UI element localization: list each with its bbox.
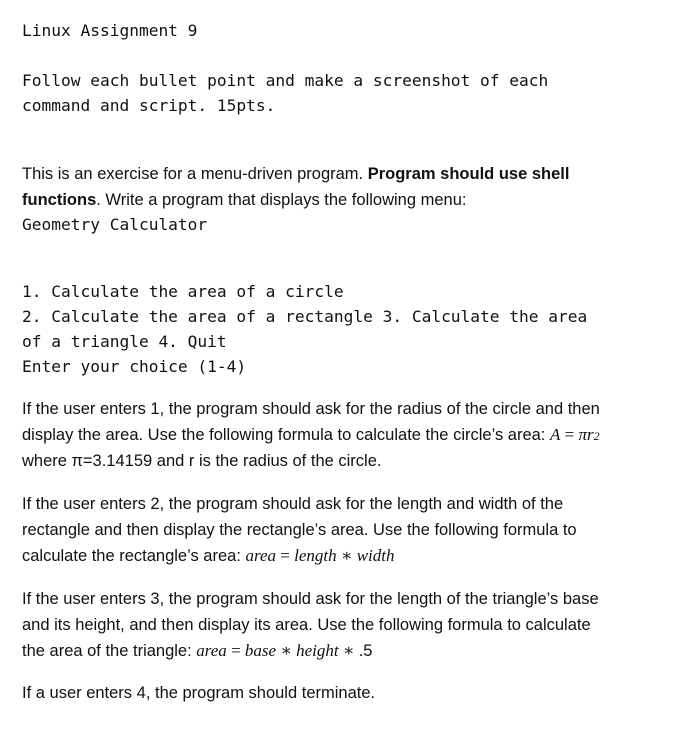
option1-line-1: If the user enters 1, the program should ask for the radius of the circle and then [22, 400, 600, 418]
tri-formula-multiply-1: ∗ [276, 641, 297, 660]
menu-line-2: 2. Calculate the area of a rectangle 3. Calculate the area [22, 307, 588, 326]
tri-formula-height: height [296, 641, 339, 660]
intro-bold-text: Program should use shell functions [22, 165, 570, 209]
intro-paragraph [22, 161, 642, 213]
tri-formula-area: area [196, 641, 227, 660]
instruction-line-1: Follow each bullet point and make a screenshot of each [22, 71, 549, 90]
rect-formula-length: length [294, 546, 337, 565]
option3-line-3-text: the area of the triangle: [22, 642, 197, 660]
tri-formula-multiply-2: ∗ [338, 641, 359, 660]
rect-formula-multiply: ∗ [336, 546, 357, 565]
intro-text-1: This is an exercise for a menu-driven program. [22, 165, 368, 183]
circle-formula-lhs: A [549, 425, 561, 444]
option2-line-1: If the user enters 2, the program should ask for the length and width of the [22, 495, 564, 513]
option2-line-2: rectangle and then display the rectangle’s area. Use the following formula to [22, 521, 577, 539]
rect-formula-width: width [356, 546, 395, 565]
option4-text: If a user enters 4, the program should terminate. [22, 684, 376, 702]
rect-formula-eq: = [276, 546, 295, 565]
circle-formula-rhs: πr [578, 425, 594, 444]
option2-line-3-text: calculate the rectangle’s area: [22, 547, 246, 565]
assignment-title: Linux Assignment 9 [22, 21, 198, 40]
menu-title: Geometry Calculator [22, 215, 208, 234]
instruction-line-2: command and script. 15pts. [22, 96, 276, 115]
option1-line-3: where π=3.14159 and r is the radius of the circle. [22, 452, 382, 470]
intro-text-2: . Write a program that displays the following menu: [96, 191, 467, 209]
tri-formula-base: base [244, 641, 277, 660]
option2-line-3 [22, 543, 394, 569]
option3-line-1: If the user enters 3, the program should ask for the length of the triangle’s base [22, 590, 599, 608]
rect-formula-area: area [245, 546, 277, 565]
menu-line-1: 1. Calculate the area of a circle [22, 282, 344, 301]
circle-formula-eq: = [560, 425, 579, 444]
menu-prompt: Enter your choice (1-4) [22, 357, 247, 376]
option1-line-2 [22, 422, 600, 449]
circle-formula-exp: 2 [593, 429, 600, 443]
tri-formula-half: .5 [358, 642, 373, 660]
option1-line-2-text: display the area. Use the following formula to calculate the circle’s area: [22, 426, 550, 444]
tri-formula-eq: = [226, 641, 245, 660]
option3-line-3 [22, 638, 372, 664]
option3-line-2: and its height, and then display its area. Use the following formula to calculate [22, 616, 591, 634]
menu-line-3: of a triangle 4. Quit [22, 332, 227, 351]
